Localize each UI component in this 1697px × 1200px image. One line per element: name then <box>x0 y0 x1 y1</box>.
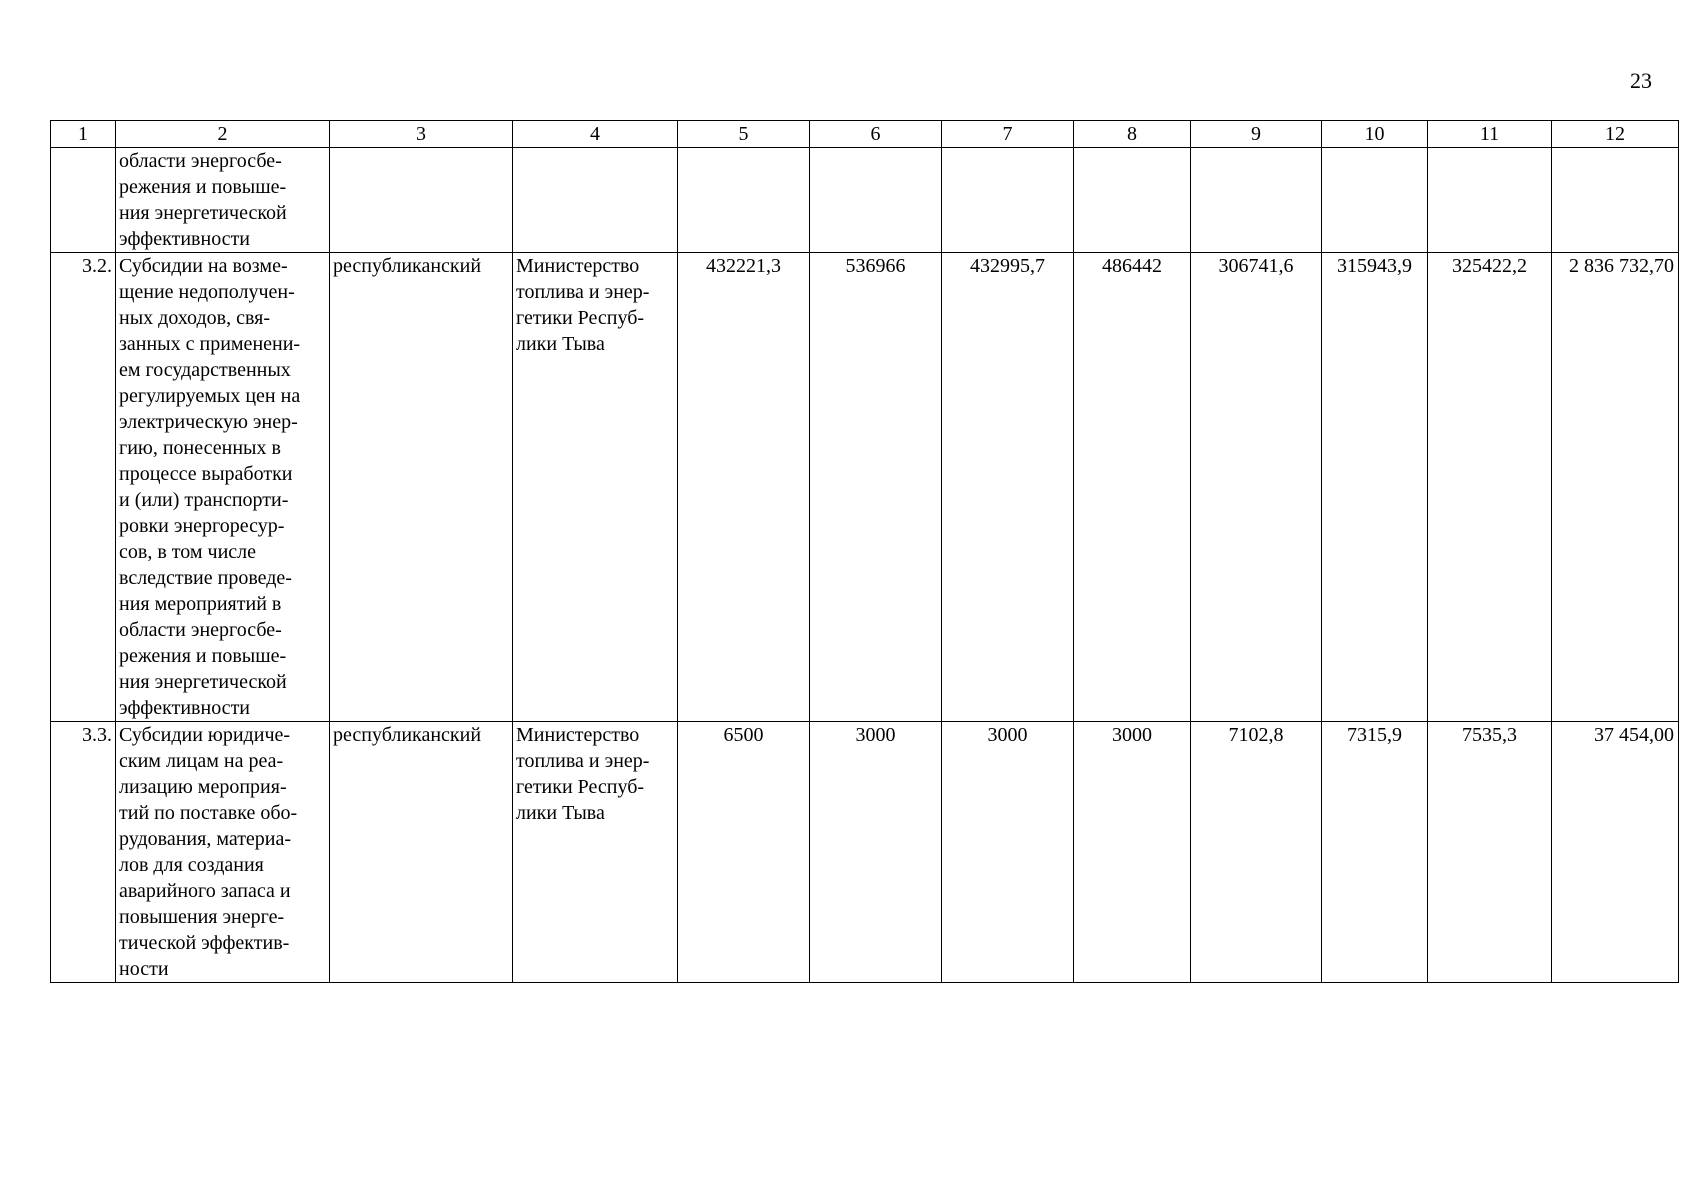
measure-name-line: рудования, материа- <box>119 828 292 850</box>
amount-cell <box>942 148 1074 253</box>
executor-line: Министерство <box>516 255 640 277</box>
column-number: 4 <box>513 121 678 148</box>
measure-name-line: области энергосбе- <box>119 150 282 172</box>
table-row <box>51 148 1679 253</box>
measure-name-line: тической эффектив- <box>119 932 290 954</box>
executor <box>513 722 678 983</box>
executor <box>513 148 678 253</box>
column-number-row <box>51 121 1679 148</box>
amount-cell <box>1428 148 1552 253</box>
amount-cell: 486442 <box>1074 253 1191 722</box>
amount-cell <box>1322 148 1428 253</box>
column-number: 5 <box>678 121 810 148</box>
total-cell: 37 454,00 <box>1552 722 1679 983</box>
amount-cell: 306741,6 <box>1191 253 1322 722</box>
measure-name-line: лов для создания <box>119 854 264 876</box>
measure-name-line: лизацию мероприя- <box>119 776 287 798</box>
measure-name <box>116 148 330 253</box>
executor-line: лики Тыва <box>516 333 605 355</box>
budget-table <box>50 120 1679 983</box>
amount-cell: 325422,2 <box>1428 253 1552 722</box>
measure-name-line: ных доходов, свя- <box>119 307 271 329</box>
measure-name-line: и (или) транспорти- <box>119 489 289 511</box>
measure-name-line: тий по поставке обо- <box>119 802 298 824</box>
column-number: 7 <box>942 121 1074 148</box>
measure-name-line: ем государственных <box>119 359 291 381</box>
amount-cell: 3000 <box>942 722 1074 983</box>
amount-cell: 6500 <box>678 722 810 983</box>
amount-cell <box>1191 148 1322 253</box>
column-number: 10 <box>1322 121 1428 148</box>
amount-cell: 3000 <box>1074 722 1191 983</box>
measure-name-line: регулируемых цен на <box>119 385 301 407</box>
column-number: 11 <box>1428 121 1552 148</box>
column-number: 12 <box>1552 121 1679 148</box>
column-number: 3 <box>330 121 513 148</box>
measure-name-line: повышения энерге- <box>119 906 285 928</box>
page-number: 23 <box>1630 68 1652 93</box>
executor-line: лики Тыва <box>516 802 605 824</box>
measure-name-line: сов, в том числе <box>119 541 257 563</box>
measure-name-line: эффективности <box>119 697 251 719</box>
amount-cell: 536966 <box>810 253 942 722</box>
total-cell: 2 836 732,70 <box>1552 253 1679 722</box>
measure-name-line: Субсидии юридиче- <box>119 724 291 746</box>
measure-name-line: вследствие проведе- <box>119 567 292 589</box>
measure-name-line: ния энергетической <box>119 671 287 693</box>
measure-name-line: ским лицам на реа- <box>119 750 284 772</box>
amount-cell: 3000 <box>810 722 942 983</box>
measure-name-line: режения и повыше- <box>119 645 287 667</box>
measure-name-line: ния мероприятий в <box>119 593 282 615</box>
measure-name-line: ния энергетической <box>119 202 287 224</box>
executor-line: топлива и энер- <box>516 750 650 772</box>
amount-cell: 315943,9 <box>1322 253 1428 722</box>
amount-cell: 7315,9 <box>1322 722 1428 983</box>
amount-cell: 7535,3 <box>1428 722 1552 983</box>
measure-name-line: режения и повыше- <box>119 176 287 198</box>
measure-name <box>116 722 330 983</box>
amount-cell: 432995,7 <box>942 253 1074 722</box>
executor <box>513 253 678 722</box>
measure-name-line: Субсидии на возме- <box>119 255 288 277</box>
row-index <box>51 148 116 253</box>
measure-name-line: области энергосбе- <box>119 619 282 641</box>
total-cell <box>1552 148 1679 253</box>
row-index: 3.2. <box>51 253 116 722</box>
budget-source: республиканский <box>330 722 513 983</box>
measure-name-line: щение недополучен- <box>119 281 295 303</box>
amount-cell <box>810 148 942 253</box>
measure-name-line: эффективности <box>119 228 251 250</box>
measure-name-line: аварийного запаса и <box>119 880 291 902</box>
measure-name-line: ровки энергоресур- <box>119 515 285 537</box>
measure-name-line: электрическую энер- <box>119 411 298 433</box>
amount-cell <box>1074 148 1191 253</box>
measure-name-line: занных с применени- <box>119 333 301 355</box>
measure-name-line: ности <box>119 958 169 980</box>
column-number: 8 <box>1074 121 1191 148</box>
column-number: 1 <box>51 121 116 148</box>
measure-name <box>116 253 330 722</box>
column-number: 6 <box>810 121 942 148</box>
budget-source: республиканский <box>330 253 513 722</box>
executor-line: гетики Респуб- <box>516 307 645 329</box>
column-number: 9 <box>1191 121 1322 148</box>
measure-name-line: процессе выработки <box>119 463 293 485</box>
column-number: 2 <box>116 121 330 148</box>
budget-source <box>330 148 513 253</box>
amount-cell: 432221,3 <box>678 253 810 722</box>
row-index: 3.3. <box>51 722 116 983</box>
measure-name-line: гию, понесенных в <box>119 437 281 459</box>
table-row <box>51 253 1679 722</box>
amount-cell <box>678 148 810 253</box>
executor-line: гетики Респуб- <box>516 776 645 798</box>
executor-line: топлива и энер- <box>516 281 650 303</box>
executor-line: Министерство <box>516 724 640 746</box>
table-row <box>51 722 1679 983</box>
amount-cell: 7102,8 <box>1191 722 1322 983</box>
